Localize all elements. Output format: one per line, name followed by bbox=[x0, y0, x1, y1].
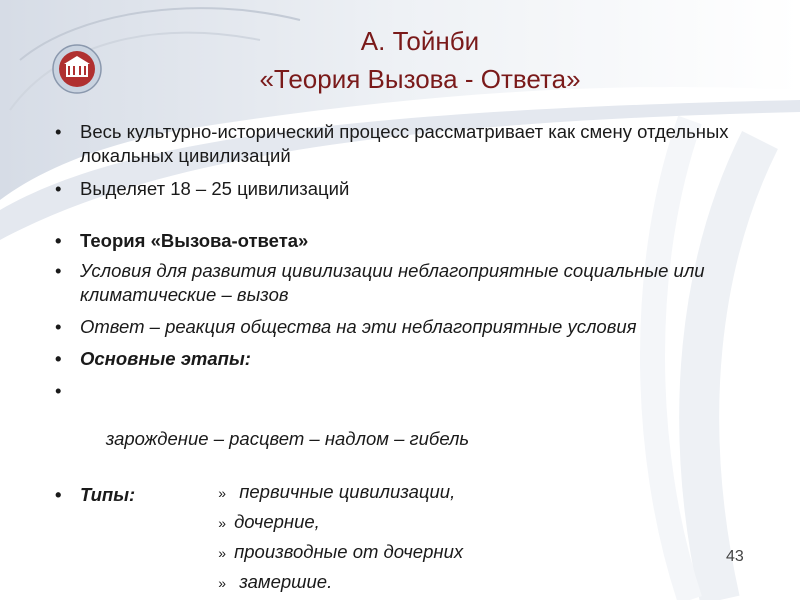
bullet-glyph: • bbox=[55, 316, 62, 337]
sub-text: дочерние, bbox=[234, 511, 320, 532]
bullet-glyph: • bbox=[55, 230, 62, 251]
bullet-text: Весь культурно-исторический процесс рассматривает как смену отдельных локальных цивилизаций bbox=[80, 121, 729, 166]
sub-text: первичные цивилизации, bbox=[234, 481, 456, 502]
bullet-list bbox=[55, 120, 775, 507]
bullet-item bbox=[55, 347, 775, 371]
bullet-glyph: • bbox=[55, 121, 62, 142]
bullet-text: Типы: bbox=[80, 484, 136, 505]
slide-title bbox=[150, 22, 690, 98]
sub-glyph: » bbox=[218, 515, 227, 531]
bullet-glyph: • bbox=[55, 348, 62, 369]
bullet-glyph: • bbox=[55, 260, 62, 281]
sub-item bbox=[208, 546, 332, 595]
bullet-text: Ответ – реакция общества на эти неблагоприятные условия bbox=[80, 316, 637, 337]
bullet-text: Основные этапы: bbox=[80, 348, 251, 369]
sub-glyph: » bbox=[218, 545, 227, 561]
page-number: 43 bbox=[726, 548, 744, 565]
bullet-glyph: • bbox=[55, 380, 62, 401]
bullet-text: зарождение – расцвет – надлом – гибель bbox=[100, 428, 470, 449]
bullet-item bbox=[55, 259, 775, 307]
sub-glyph: » bbox=[218, 575, 227, 591]
sub-glyph: » bbox=[218, 485, 227, 501]
bullet-item bbox=[55, 177, 775, 201]
bullet-glyph: • bbox=[55, 484, 62, 505]
sub-text: замершие. bbox=[234, 571, 333, 592]
bullet-text: Условия для развития цивилизации неблагоприятные социальные или климатические – вызов bbox=[80, 260, 705, 305]
sub-text: производные от дочерних bbox=[234, 541, 464, 562]
bullet-text: Выделяет 18 – 25 цивилизаций bbox=[80, 178, 350, 199]
bullet-glyph: • bbox=[55, 178, 62, 199]
title-line-1: А. Тойнби bbox=[360, 26, 480, 56]
bullet-text: Теория «Вызова-ответа» bbox=[80, 230, 309, 251]
university-emblem-icon bbox=[52, 44, 102, 94]
bullet-item bbox=[55, 315, 775, 339]
title-line-2: «Теория Вызова - Ответа» bbox=[259, 64, 581, 94]
bullet-item bbox=[55, 229, 775, 253]
bullet-item bbox=[55, 120, 775, 168]
